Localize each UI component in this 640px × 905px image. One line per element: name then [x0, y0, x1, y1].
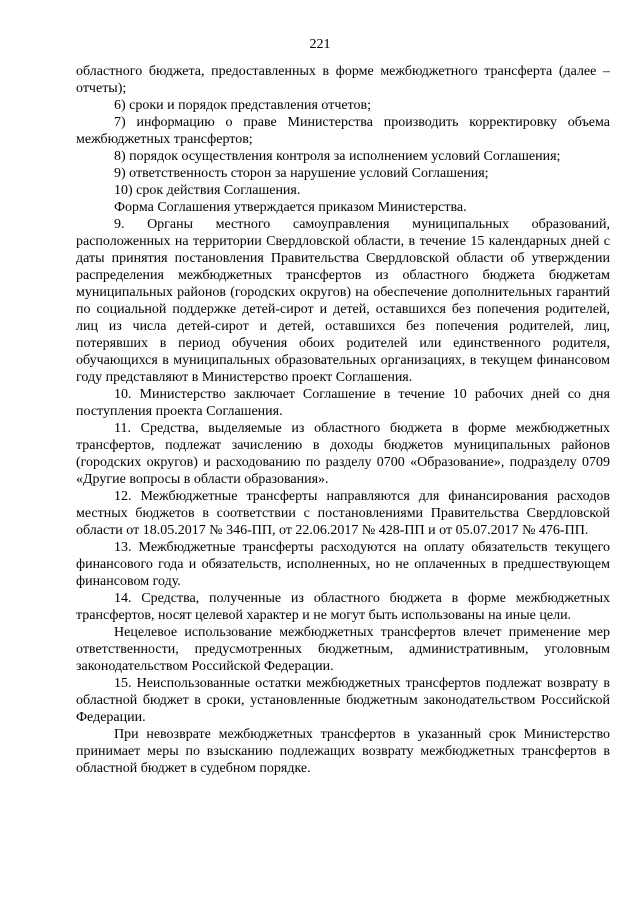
paragraph-misuse-liability: Нецелевое использование межбюджетных трансфертов влечет применение мер ответственности, предусмотренных бюджетным, административным, уголовным законодательством Российской Федерации.: [76, 625, 610, 674]
paragraph-agreement-form: Форма Соглашения утверждается приказом Министерства.: [114, 200, 467, 215]
paragraph-section-10: 10. Министерство заключает Соглашение в течение 10 рабочих дней со дня поступления проекта Соглашения.: [76, 387, 610, 419]
paragraph-item-9-liability: 9) ответственность сторон за нарушение условий Соглашения;: [114, 166, 489, 181]
document-body: [76, 63, 610, 777]
paragraph-item-10-agreement-term: 10) срок действия Соглашения.: [114, 183, 301, 198]
paragraph-section-15: 15. Неиспользованные остатки межбюджетных трансфертов подлежат возврату в областной бюджет в сроки, установленные бюджетным законодательством Российской Федерации.: [76, 676, 610, 725]
page-number: 221: [309, 37, 331, 52]
paragraph-section-11: 11. Средства, выделяемые из областного бюджета в форме межбюджетных трансфертов, подлежат зачислению в доходы бюджетов муниципальных районов (городских округов) и расходованию по разделу 0700 «Образование», подразделу 0709 «Другие вопросы в области образования».: [76, 421, 610, 487]
paragraph-section-14: 14. Средства, полученные из областного бюджета в форме межбюджетных трансфертов, носят целевой характер и не могут быть использованы на иные цели.: [76, 591, 610, 623]
paragraph-item-8-control-procedure: 8) порядок осуществления контроля за исполнением условий Соглашения;: [114, 149, 561, 164]
paragraph-section-12: 12. Межбюджетные трансферты направляются для финансирования расходов местных бюджетов в соответствии с постановлениями Правительства Свердловской области от 18.05.2017 № 346-ПП, от 22.06.2017 № 428-ПП и от 05.07.2017 № 476-ПП.: [76, 489, 610, 538]
paragraph-non-return-recovery: При невозврате межбюджетных трансфертов в указанный срок Министерство принимает меры по взысканию подлежащих возврату межбюджетных трансфертов в областной бюджет в судебном порядке.: [76, 727, 610, 776]
paragraph-section-9: 9. Органы местного самоуправления муниципальных образований, расположенных на территории Свердловской области, в течение 15 календарных дней с даты принятия постановления Правительства Свердловской области об утверждении распределения межбюджетных трансфертов из областного бюджета бюджетам муниципальных районов (городских округов) на обеспечение дополнительных гарантий по социальной поддержке детей-сирот и детей, оставшихся без попечения родителей, лиц из числа детей-сирот и детей, оставшихся без попечения родителей, лиц, потерявших в период обучения обоих родителей или единственного родителя, обучающихся в муниципальных образовательных организациях, в текущем финансовом году представляют в Министерство проект Соглашения.: [76, 217, 610, 385]
paragraph-item-6-reporting-terms: 6) сроки и порядок представления отчетов;: [114, 98, 372, 113]
paragraph-continuation-reports: областного бюджета, предоставленных в форме межбюджетного трансферта (далее – отчеты);: [76, 64, 610, 96]
paragraph-item-7-ministry-adjustment-right: 7) информацию о праве Министерства производить корректировку объема межбюджетных трансфертов;: [76, 115, 610, 147]
paragraph-section-13: 13. Межбюджетные трансферты расходуются на оплату обязательств текущего финансового года и обязательств, исполненных, но не оплаченных в предшествующем финансовом году.: [76, 540, 610, 589]
